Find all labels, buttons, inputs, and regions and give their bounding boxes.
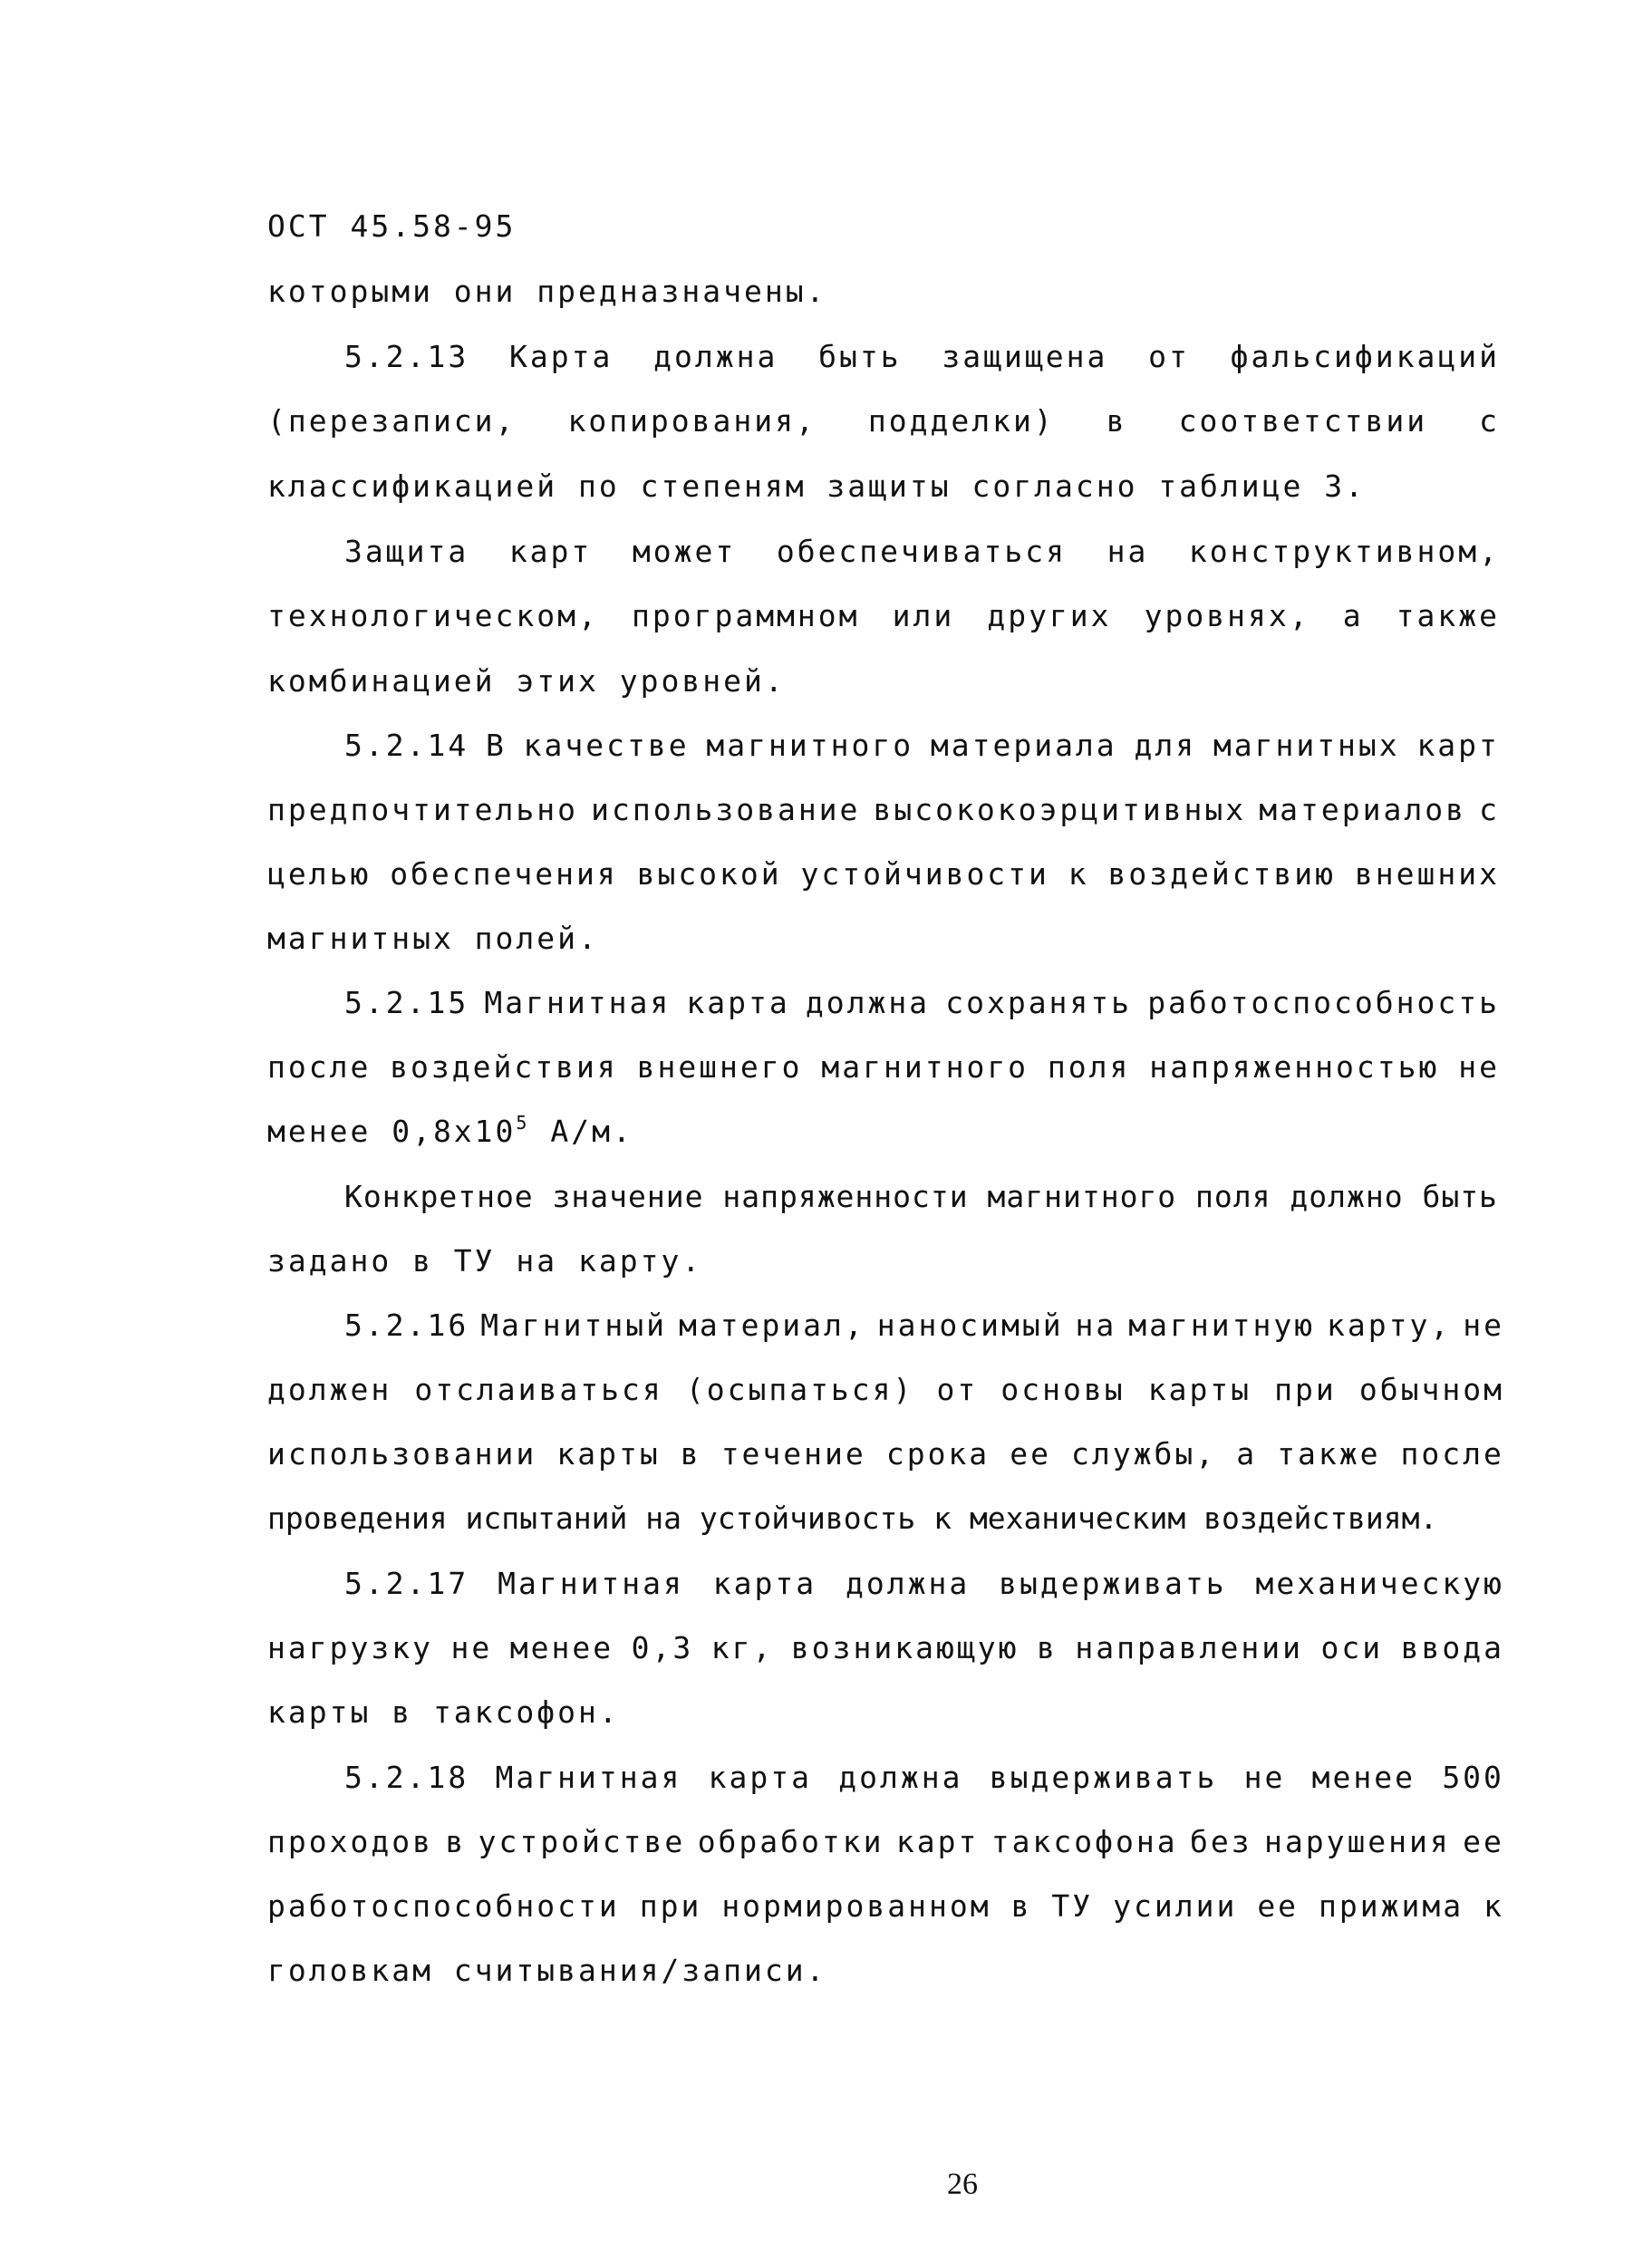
word: также xyxy=(1396,598,1500,633)
word: Магнитный xyxy=(480,1308,667,1343)
text-line: магнитных полей. xyxy=(267,921,599,956)
word: карты xyxy=(556,1436,661,1472)
word: течение xyxy=(720,1436,866,1472)
paragraph-line xyxy=(267,1436,1504,1472)
word: магнитного xyxy=(706,728,914,763)
word: Защита xyxy=(344,534,469,569)
word: отслаиваться xyxy=(414,1372,663,1407)
word: от xyxy=(936,1372,979,1407)
paragraph-line xyxy=(344,339,1500,374)
word: соответствии xyxy=(1178,403,1428,439)
word: (осыпаться) xyxy=(685,1372,914,1407)
word: не xyxy=(450,1630,493,1665)
text-line: классификацией по степеням защиты согласно таблице 3. xyxy=(267,468,1366,504)
word: нарушения xyxy=(1263,1824,1451,1859)
word: карта xyxy=(686,985,790,1020)
paragraph-line xyxy=(344,985,1500,1020)
word: Магнитная xyxy=(498,1566,684,1601)
word: высокой xyxy=(636,856,782,892)
word: направлении xyxy=(1075,1630,1303,1665)
word: в xyxy=(680,1436,701,1472)
word: 5.2.14 xyxy=(344,728,469,763)
word: магнитного xyxy=(821,1049,1029,1085)
word: может xyxy=(632,534,737,569)
word: 5.2.16 xyxy=(344,1308,469,1343)
word: устройстве xyxy=(478,1824,686,1859)
word: карта xyxy=(712,1566,817,1601)
word: для xyxy=(1134,728,1197,763)
word: В xyxy=(486,728,507,763)
word: менее xyxy=(1311,1760,1416,1795)
word: а xyxy=(1342,598,1364,633)
word: материал, xyxy=(678,1308,865,1343)
word: таксофона xyxy=(991,1824,1178,1859)
word: нагрузку xyxy=(267,1630,433,1665)
word: должна xyxy=(653,339,778,374)
text-line: карты в таксофон. xyxy=(267,1694,620,1730)
word: карт xyxy=(1416,728,1500,763)
word: устойчивости xyxy=(800,856,1049,892)
word: работоспособность xyxy=(1147,985,1500,1020)
word: карт xyxy=(895,1824,980,1859)
word: в xyxy=(1106,403,1127,439)
word: карт xyxy=(508,534,593,569)
word: магнитную xyxy=(1128,1308,1316,1343)
word: фальсификаций xyxy=(1230,339,1500,374)
word: также xyxy=(1277,1436,1381,1472)
word: в xyxy=(1010,1888,1032,1924)
word: срока xyxy=(885,1436,991,1472)
word: использовании xyxy=(267,1436,537,1472)
word: защищена xyxy=(942,339,1108,374)
text-fragment: А/м. xyxy=(529,1114,633,1149)
word: прижима xyxy=(1319,1888,1464,1924)
word: службы, xyxy=(1071,1436,1217,1472)
text-line: проведения испытаний на устойчивость к механическим воздействиям. xyxy=(267,1501,1438,1536)
word: выдерживать xyxy=(999,1566,1227,1601)
word: уровнях, xyxy=(1144,598,1310,633)
paragraph-line xyxy=(267,1888,1504,1924)
text-line: Конкретное значение напряженности магнитного поля должно быть xyxy=(344,1179,1498,1214)
word: целью xyxy=(267,856,372,892)
word: внешних xyxy=(1354,856,1500,892)
word: материала xyxy=(930,728,1117,763)
word: 5.2.17 xyxy=(344,1566,469,1601)
word: должна xyxy=(846,1566,971,1601)
word: Магнитная xyxy=(484,985,672,1020)
word: ее xyxy=(1463,1824,1504,1859)
word: напряженностью xyxy=(1149,1049,1440,1085)
word: или xyxy=(892,598,955,633)
word: не xyxy=(1463,1308,1504,1343)
paragraph-line xyxy=(344,1760,1504,1795)
word: менее xyxy=(509,1630,614,1665)
word: должна xyxy=(805,985,931,1020)
word: оси xyxy=(1320,1630,1384,1665)
word: в xyxy=(445,1824,467,1859)
text-line: которыми они предназначены. xyxy=(267,274,827,309)
word: копирования, xyxy=(567,403,817,439)
word: 5.2.15 xyxy=(344,985,469,1020)
word: обычном xyxy=(1358,1372,1504,1407)
paragraph-line xyxy=(267,856,1500,892)
word: основы xyxy=(1000,1372,1126,1407)
word: Магнитная xyxy=(495,1760,682,1795)
word: на xyxy=(1075,1308,1117,1343)
word: внешнего xyxy=(636,1049,803,1085)
text-fragment: менее 0,8x10 xyxy=(267,1114,517,1149)
word: 0,3 xyxy=(631,1630,694,1665)
paragraph-line xyxy=(267,598,1500,633)
word: должен xyxy=(267,1372,392,1407)
word: качестве xyxy=(523,728,690,763)
paragraph-line xyxy=(267,1372,1504,1407)
word: не xyxy=(1243,1760,1286,1795)
word: 5.2.13 xyxy=(344,339,469,374)
word: программном xyxy=(631,598,860,633)
word: карта xyxy=(708,1760,812,1795)
word: ТУ xyxy=(1051,1888,1094,1924)
text-line: головкам считывания/записи. xyxy=(267,1953,827,1988)
word: материалов xyxy=(1259,792,1466,827)
word: карты xyxy=(1147,1372,1252,1407)
word: механическую xyxy=(1255,1566,1504,1601)
word: ввода xyxy=(1400,1630,1504,1665)
exponent: 5 xyxy=(516,1112,530,1134)
paragraph-line xyxy=(344,1308,1504,1343)
word: в xyxy=(1037,1630,1058,1665)
word: наносимый xyxy=(876,1308,1064,1343)
word: должна xyxy=(838,1760,963,1795)
word: сохранять xyxy=(945,985,1133,1020)
paragraph-line xyxy=(267,1630,1504,1665)
paragraph-line xyxy=(267,1049,1500,1085)
word: обеспечиваться xyxy=(776,534,1067,569)
word: магнитных xyxy=(1213,728,1400,763)
word: без xyxy=(1189,1824,1252,1859)
word: карту, xyxy=(1327,1308,1452,1343)
word: проходов xyxy=(267,1824,433,1859)
word: а xyxy=(1236,1436,1258,1472)
word: ее xyxy=(1257,1888,1300,1924)
word: обеспечения xyxy=(390,856,618,892)
word: возникающую xyxy=(790,1630,1020,1665)
text-line: комбинацией этих уровней. xyxy=(267,663,786,699)
word: от xyxy=(1148,339,1190,374)
paragraph-line xyxy=(267,792,1500,827)
word: 5.2.18 xyxy=(344,1760,469,1795)
word: выдерживать xyxy=(989,1760,1218,1795)
word: Карта xyxy=(509,339,614,374)
text-line-with-exponent xyxy=(267,1112,633,1149)
word: к xyxy=(1068,856,1089,892)
word: при xyxy=(639,1888,702,1924)
word: обработки xyxy=(697,1824,884,1859)
word: высококоэрцитивных xyxy=(873,792,1247,827)
word: не xyxy=(1458,1049,1500,1085)
word: при xyxy=(1274,1372,1337,1407)
word: на xyxy=(1107,534,1149,569)
text-line: задано в ТУ на карту. xyxy=(267,1243,703,1279)
word: после xyxy=(1400,1436,1504,1472)
word: воздействию xyxy=(1107,856,1337,892)
word: использование xyxy=(591,792,861,827)
paragraph-line xyxy=(344,728,1500,763)
word: других xyxy=(987,598,1112,633)
paragraph-line xyxy=(267,403,1500,439)
word: усилии xyxy=(1113,1888,1238,1924)
word: (перезаписи, xyxy=(267,403,517,439)
word: конструктивном, xyxy=(1188,534,1500,569)
word: быть xyxy=(818,339,902,374)
word: 500 xyxy=(1442,1760,1504,1795)
word: нормированном xyxy=(721,1888,991,1924)
word: ее xyxy=(1010,1436,1051,1472)
word: поля xyxy=(1047,1049,1131,1085)
word: предпочтительно xyxy=(267,792,579,827)
word: технологическом, xyxy=(267,598,599,633)
word: с xyxy=(1479,403,1500,439)
document-header: ОСТ 45.58-95 xyxy=(267,208,517,244)
word: после xyxy=(267,1049,372,1085)
word: кг, xyxy=(710,1630,774,1665)
word: работоспособности xyxy=(267,1888,620,1924)
paragraph-line xyxy=(344,534,1500,569)
paragraph-line xyxy=(344,1566,1504,1601)
word: воздействия xyxy=(390,1049,618,1085)
word: подделки) xyxy=(867,403,1055,439)
word: с xyxy=(1479,792,1500,827)
word: к xyxy=(1484,1888,1504,1924)
paragraph-line xyxy=(267,1824,1504,1859)
page-number: 26 xyxy=(947,2167,978,2201)
